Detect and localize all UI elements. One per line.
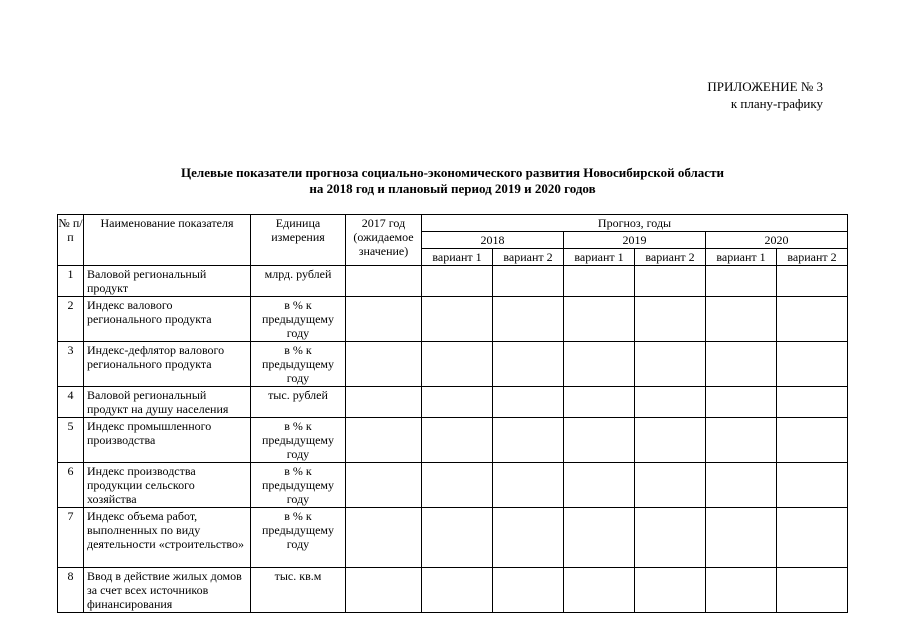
table-row (58, 568, 848, 613)
value-cell (422, 297, 493, 342)
value-cell (346, 342, 422, 387)
value-cell (346, 387, 422, 418)
row-unit: млрд. рублей (251, 266, 346, 297)
value-cell (777, 463, 848, 508)
value-cell (706, 463, 777, 508)
value-cell (422, 418, 493, 463)
value-cell (777, 387, 848, 418)
value-cell (346, 266, 422, 297)
value-cell (706, 266, 777, 297)
value-cell (777, 568, 848, 613)
row-num: 7 (58, 508, 84, 568)
value-cell (346, 463, 422, 508)
table-row (58, 508, 848, 568)
value-cell (493, 418, 564, 463)
header-num: № п/п (58, 215, 84, 266)
value-cell (422, 387, 493, 418)
row-name: Индекс промышленного производства (84, 418, 251, 463)
value-cell (346, 568, 422, 613)
table-row (58, 266, 848, 297)
appendix-number: ПРИЛОЖЕНИЕ № 3 (707, 79, 823, 94)
row-unit: тыс. рублей (251, 387, 346, 418)
row-name: Индекс-дефлятор валового регионального продукта (84, 342, 251, 387)
header-year-2018: 2018 (422, 232, 564, 249)
document-title (0, 165, 905, 197)
value-cell (564, 342, 635, 387)
value-cell (706, 297, 777, 342)
value-cell (777, 297, 848, 342)
value-cell (346, 508, 422, 568)
value-cell (777, 418, 848, 463)
header-variant: вариант 1 (564, 249, 635, 266)
row-unit: в % к предыдущему году (251, 508, 346, 568)
header-variant: вариант 1 (422, 249, 493, 266)
row-name: Ввод в действие жилых домов за счет всех источников финансирования (84, 568, 251, 613)
appendix-heading (583, 78, 823, 112)
value-cell (493, 508, 564, 568)
header-2017: 2017 год (ожидаемое значение) (346, 215, 422, 266)
value-cell (635, 463, 706, 508)
value-cell (706, 418, 777, 463)
value-cell (635, 387, 706, 418)
value-cell (493, 463, 564, 508)
row-unit: в % к предыдущему году (251, 463, 346, 508)
value-cell (564, 418, 635, 463)
value-cell (777, 508, 848, 568)
value-cell (635, 568, 706, 613)
title-line-1: Целевые показатели прогноза социально-экономического развития Новосибирской области (181, 165, 724, 180)
header-unit: Единица измерения (251, 215, 346, 266)
value-cell (706, 568, 777, 613)
value-cell (422, 266, 493, 297)
header-variant: вариант 2 (493, 249, 564, 266)
table-row (58, 297, 848, 342)
value-cell (564, 508, 635, 568)
row-num: 5 (58, 418, 84, 463)
table-row (58, 342, 848, 387)
value-cell (564, 463, 635, 508)
value-cell (564, 297, 635, 342)
value-cell (346, 297, 422, 342)
row-unit: в % к предыдущему году (251, 418, 346, 463)
row-num: 1 (58, 266, 84, 297)
row-num: 4 (58, 387, 84, 418)
value-cell (635, 266, 706, 297)
row-unit: тыс. кв.м (251, 568, 346, 613)
value-cell (346, 418, 422, 463)
row-num: 3 (58, 342, 84, 387)
row-unit: в % к предыдущему году (251, 297, 346, 342)
header-year-2019: 2019 (564, 232, 706, 249)
value-cell (635, 508, 706, 568)
header-forecast: Прогноз, годы (422, 215, 848, 232)
value-cell (493, 568, 564, 613)
value-cell (706, 387, 777, 418)
header-variant: вариант 2 (777, 249, 848, 266)
table-row (58, 463, 848, 508)
table-row (58, 418, 848, 463)
value-cell (635, 342, 706, 387)
value-cell (422, 463, 493, 508)
title-line-2: на 2018 год и плановый период 2019 и 2020 годов (309, 181, 596, 196)
row-name: Валовой региональный продукт (84, 266, 251, 297)
value-cell (777, 342, 848, 387)
value-cell (564, 568, 635, 613)
header-variant: вариант 1 (706, 249, 777, 266)
row-unit: в % к предыдущему году (251, 342, 346, 387)
value-cell (564, 387, 635, 418)
indicators-table (57, 214, 848, 613)
value-cell (422, 568, 493, 613)
value-cell (706, 342, 777, 387)
header-year-2020: 2020 (706, 232, 848, 249)
row-name: Индекс объема работ, выполненных по виду деятельности «строительство» (84, 508, 251, 568)
value-cell (493, 297, 564, 342)
row-name: Индекс валового регионального продукта (84, 297, 251, 342)
value-cell (493, 387, 564, 418)
value-cell (564, 266, 635, 297)
table-row (58, 387, 848, 418)
header-name: Наименование показателя (84, 215, 251, 266)
value-cell (635, 297, 706, 342)
row-name: Индекс производства продукции сельского хозяйства (84, 463, 251, 508)
value-cell (493, 266, 564, 297)
row-num: 2 (58, 297, 84, 342)
header-variant: вариант 2 (635, 249, 706, 266)
row-num: 8 (58, 568, 84, 613)
value-cell (706, 508, 777, 568)
value-cell (493, 342, 564, 387)
appendix-reference: к плану-графику (730, 96, 823, 111)
row-name: Валовой региональный продукт на душу населения (84, 387, 251, 418)
value-cell (422, 508, 493, 568)
value-cell (777, 266, 848, 297)
value-cell (635, 418, 706, 463)
row-num: 6 (58, 463, 84, 508)
value-cell (422, 342, 493, 387)
